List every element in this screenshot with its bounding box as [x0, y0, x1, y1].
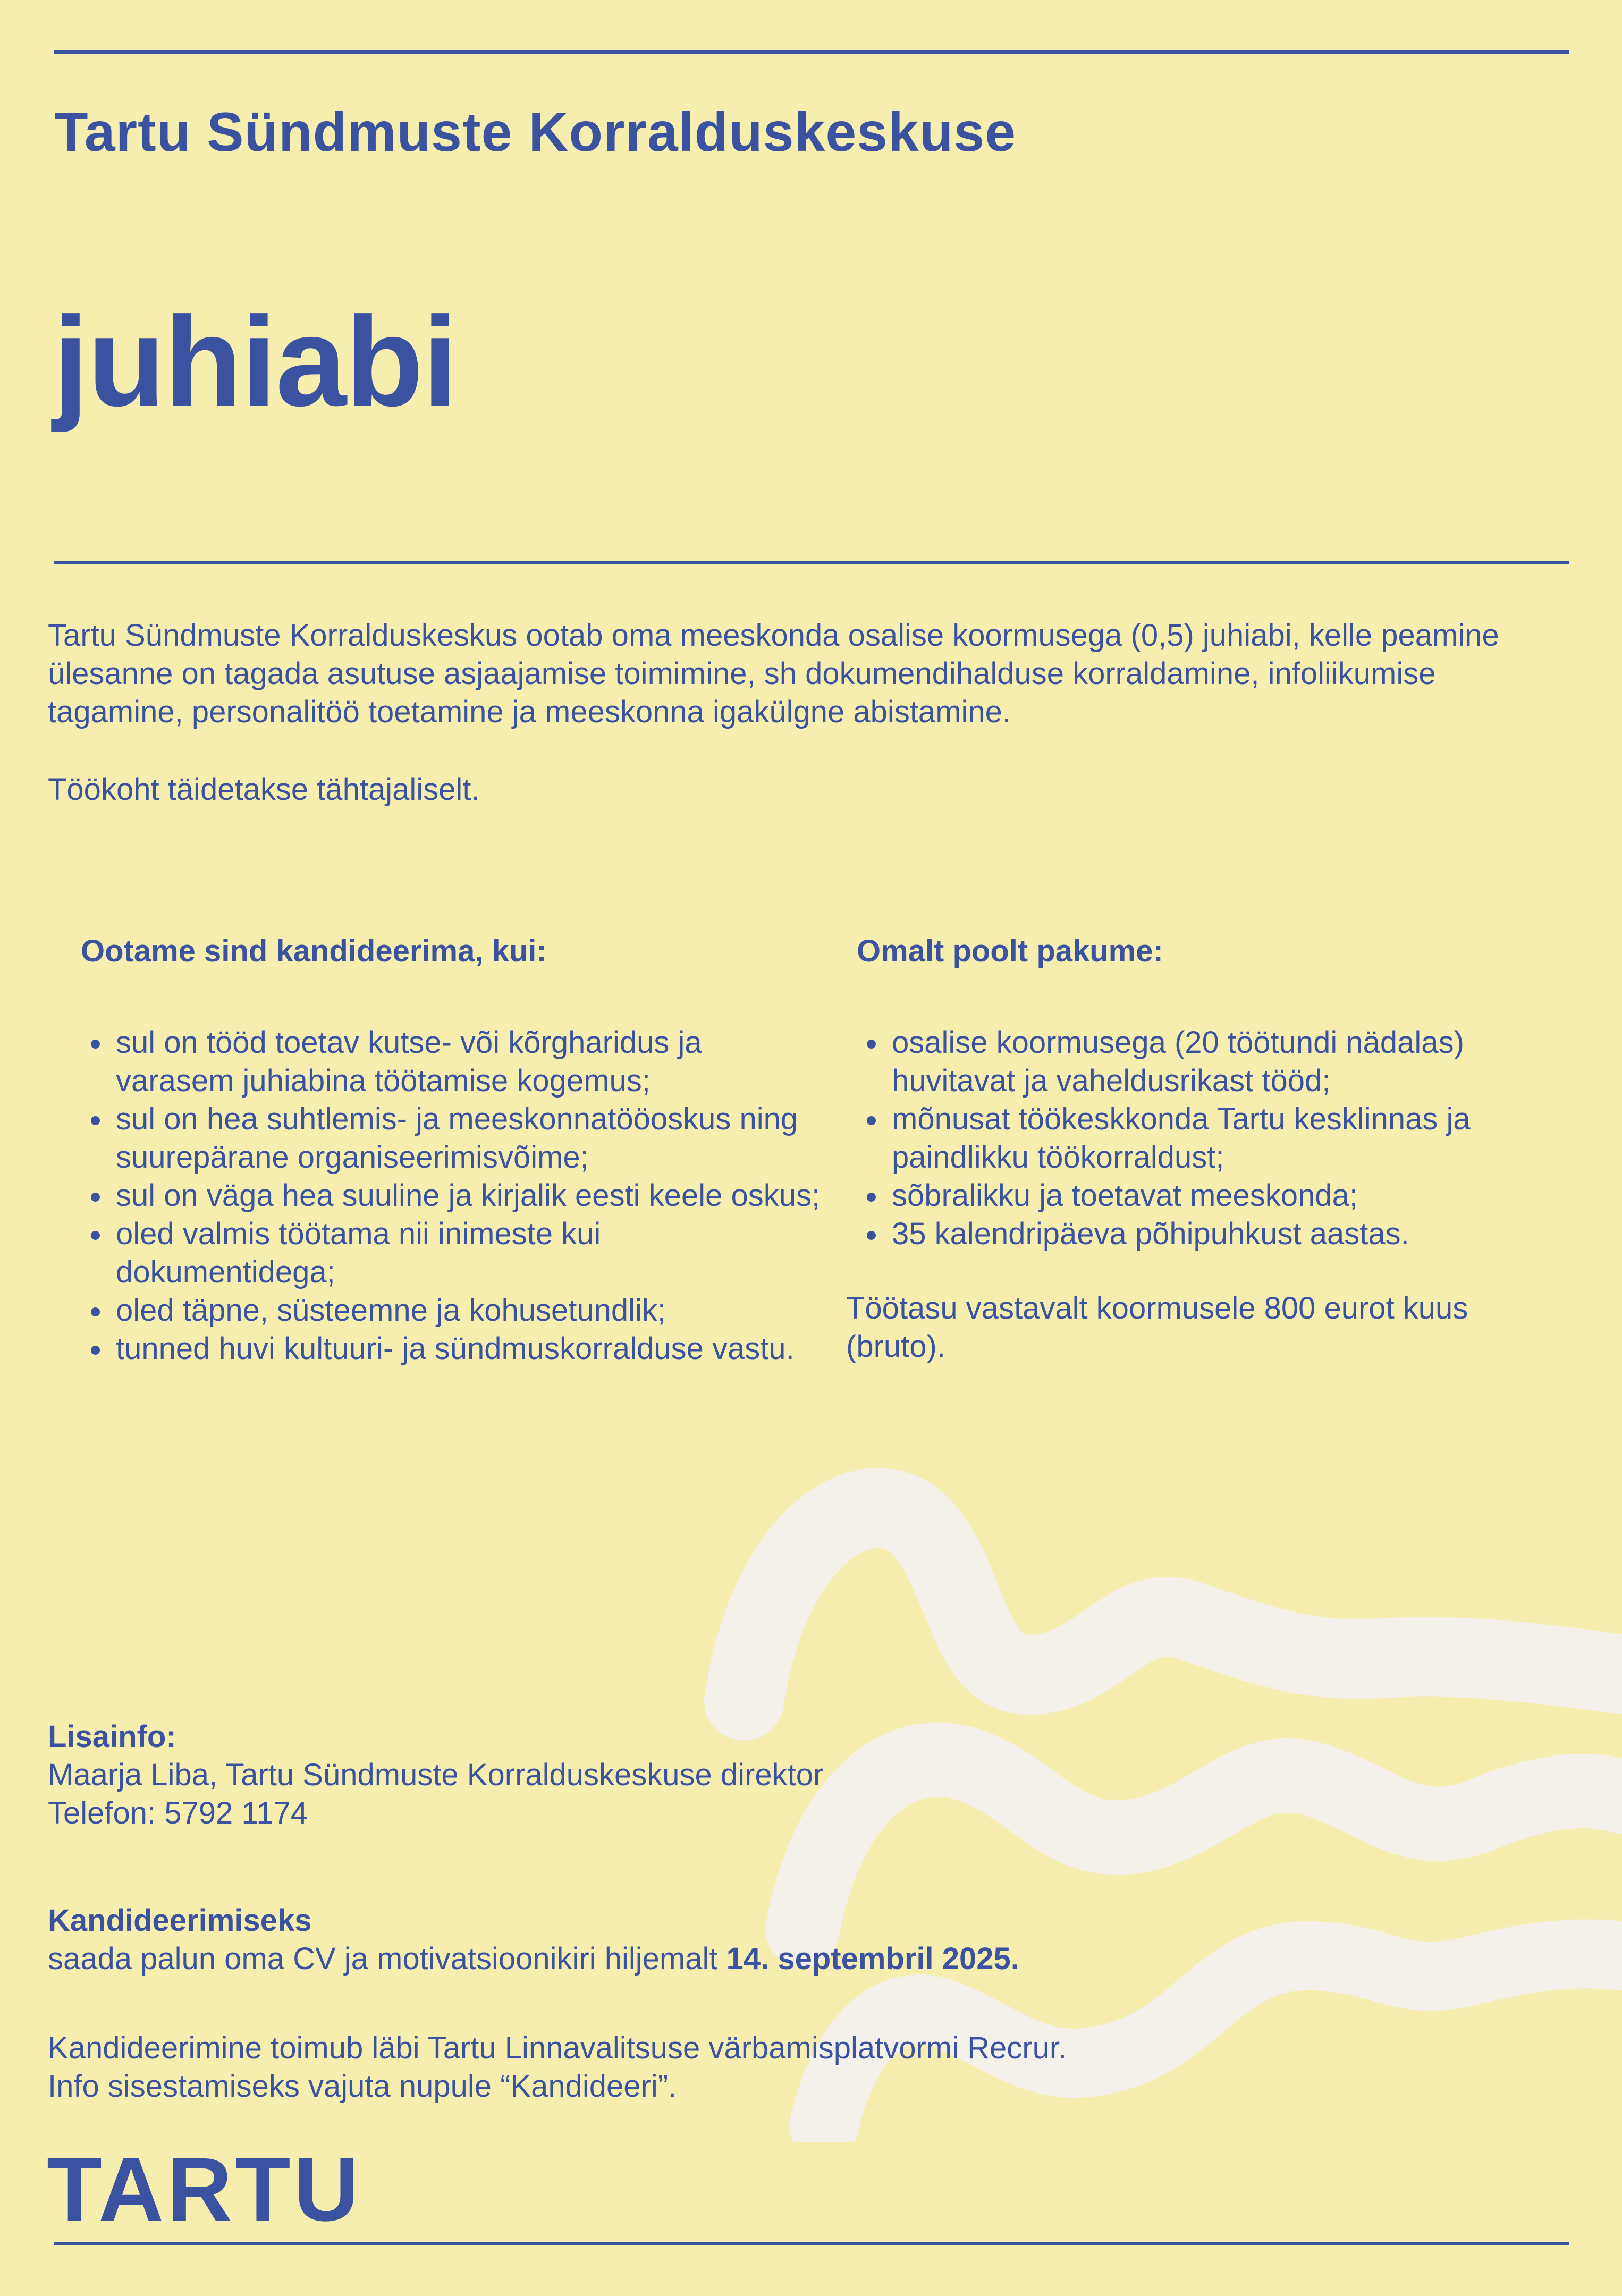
organization-title: Tartu Sündmuste Korralduskeskuse [54, 102, 1017, 163]
offer-heading: Omalt poolt pakume: [857, 934, 1163, 968]
contact-heading: Lisainfo: [48, 1719, 176, 1754]
list-item: • sul on väga hea suuline ja kirjalik eesti keele oskus; [113, 1177, 825, 1215]
apply-heading: Kandideerimiseks [48, 1903, 312, 1938]
contact-block [48, 1718, 823, 1833]
requirements-list [81, 1024, 825, 1368]
contact-person: Maarja Liba, Tartu Sündmuste Korralduskeskuse direktor [48, 1758, 824, 1792]
requirements-heading: Ootame sind kandideerima, kui: [81, 934, 547, 968]
apply-instruction: saada palun oma CV ja motivatsioonikiri hiljemalt [48, 1942, 726, 1976]
platform-block [48, 2029, 1067, 2106]
list-item: • sul on hea suhtlemis- ja meeskonnatööoskus ning suurepärane organiseerimisvõime; [113, 1100, 825, 1177]
top-divider [54, 50, 1569, 54]
header-divider [54, 561, 1569, 564]
apply-block [48, 1902, 1019, 1978]
job-title: juhiabi [53, 290, 457, 433]
list-item: • 35 kalendripäeva põhipuhkust aastas. [889, 1215, 1579, 1253]
list-item: • oled täpne, süsteemne ja kohusetundlik; [113, 1292, 825, 1330]
apply-deadline: 14. septembril 2025. [726, 1942, 1019, 1976]
contact-phone: Telefon: 5792 1174 [48, 1796, 308, 1830]
salary-info: Töötasu vastavalt koormusele 800 eurot kuus (bruto). [846, 1291, 1468, 1364]
tartu-logo: TARTU [47, 2139, 362, 2240]
apply-text [48, 1940, 1019, 1978]
list-item: • sul on tööd toetav kutse- või kõrgharidus ja varasem juhiabina töötamise kogemus; [113, 1024, 825, 1100]
bottom-divider [54, 2242, 1569, 2245]
wave-top [744, 1508, 1622, 1701]
offer-list [857, 1024, 1579, 1253]
list-item: • mõnusat töökeskkonda Tartu kesklinnas ja paindlikku töökorraldust; [889, 1100, 1579, 1177]
platform-line-1: Kandideerimine toimub läbi Tartu Linnavalitsuse värbamisplatvormi Recrur. [48, 2031, 1067, 2065]
list-item: • sõbralikku ja toetavat meeskonda; [889, 1177, 1579, 1215]
list-item: • tunned huvi kultuuri- ja sündmuskorralduse vastu. [113, 1330, 825, 1368]
list-item: • oled valmis töötama nii inimeste kui dokumentidega; [113, 1215, 825, 1292]
platform-line-2: Info sisestamiseks vajuta nupule “Kandideeri”. [48, 2069, 677, 2104]
fixed-term-note: Töökoht täidetakse tähtajaliselt. [48, 772, 480, 807]
list-item: • osalise koormusega (20 töötundi nädalas) huvitavat ja vaheldusrikast tööd; [889, 1024, 1579, 1100]
intro-paragraph: Tartu Sündmuste Korralduskeskus ootab oma meeskonda osalise koormusega (0,5) juhiabi, kelle peamine ülesanne on tagada asutuse asjaajamise toimimine, sh dokumendihalduse korraldamine, infoliikumise tagamine, personalitöö toetamine ja meeskonna igakülgne abistamine. [48, 618, 1499, 729]
